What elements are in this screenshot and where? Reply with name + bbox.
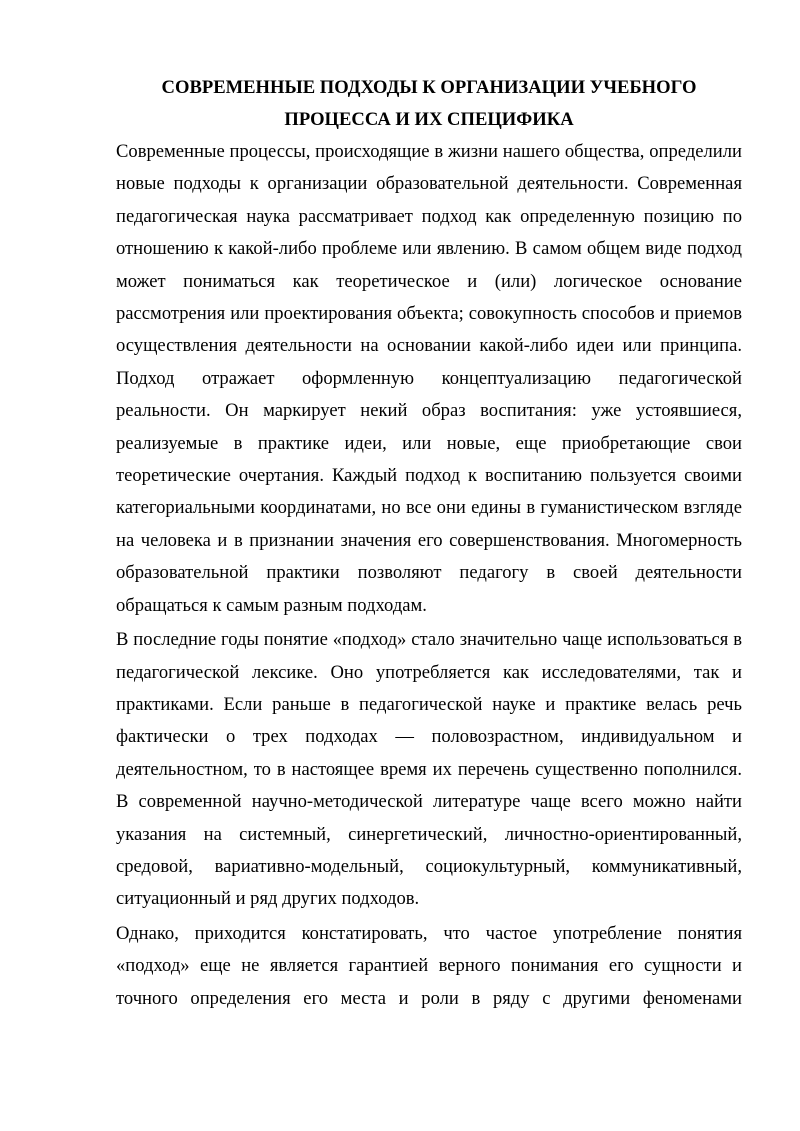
document-title [116,72,742,136]
title-line-2: ПРОЦЕССА И ИХ СПЕЦИФИКА [284,109,574,130]
title-line-1: СОВРЕМЕННЫЕ ПОДХОДЫ К ОРГАНИЗАЦИИ УЧЕБНОГО [161,77,697,98]
document-page [116,72,742,1015]
paragraph-2: В последние годы понятие «подход» стало значительно чаще использоваться в педагогической лексике. Оно употребляется как исследователями, так и практиками. Если раньше в педагогической науке и практике велась речь фактически о трех подходах — половозрастном, индивидуальном и деятельностном, то в настоящее время их перечень существенно пополнился. В современной научно-методической литературе чаще всего можно найти указания на системный, синергетический, личностно-ориентированный, средовой, вариативно-модельный, социокультурный, коммуникативный, ситуационный и ряд других подходов. [116,629,742,910]
paragraph-3: Однако, приходится констатировать, что частое употребление понятия «подход» еще не является гарантией верного понимания его сущности и точного определения его места и роли в ряду с другими феноменами [116,922,742,1009]
paragraph-1: Современные процессы, происходящие в жизни нашего общества, определили новые подходы к организации образовательной деятельности. Современная педагогическая наука рассматривает подход как определенную позицию по отношению к какой-либо проблеме или явлению. В самом общем виде подход может пониматься как теоретическое и (или) логическое основание рассмотрения или проектирования объекта; совокупность способов и приемов осуществления деятельности на основании какой-либо идеи или принципа. Подход отражает оформленную концептуализацию педагогической реальности. Он маркирует некий образ воспитания: уже устоявшиеся, реализуемые в практике идеи, или новые, еще приобретающие свои теоретические очертания. Каждый подход к воспитанию пользуется своими категориальными координатами, но все они едины в гуманистическом взгляде на человека и в признании значения его совершенствования. Многомерность образовательной практики позволяют педагогу в своей деятельности обращаться к самым разным подходам. [116,141,742,616]
